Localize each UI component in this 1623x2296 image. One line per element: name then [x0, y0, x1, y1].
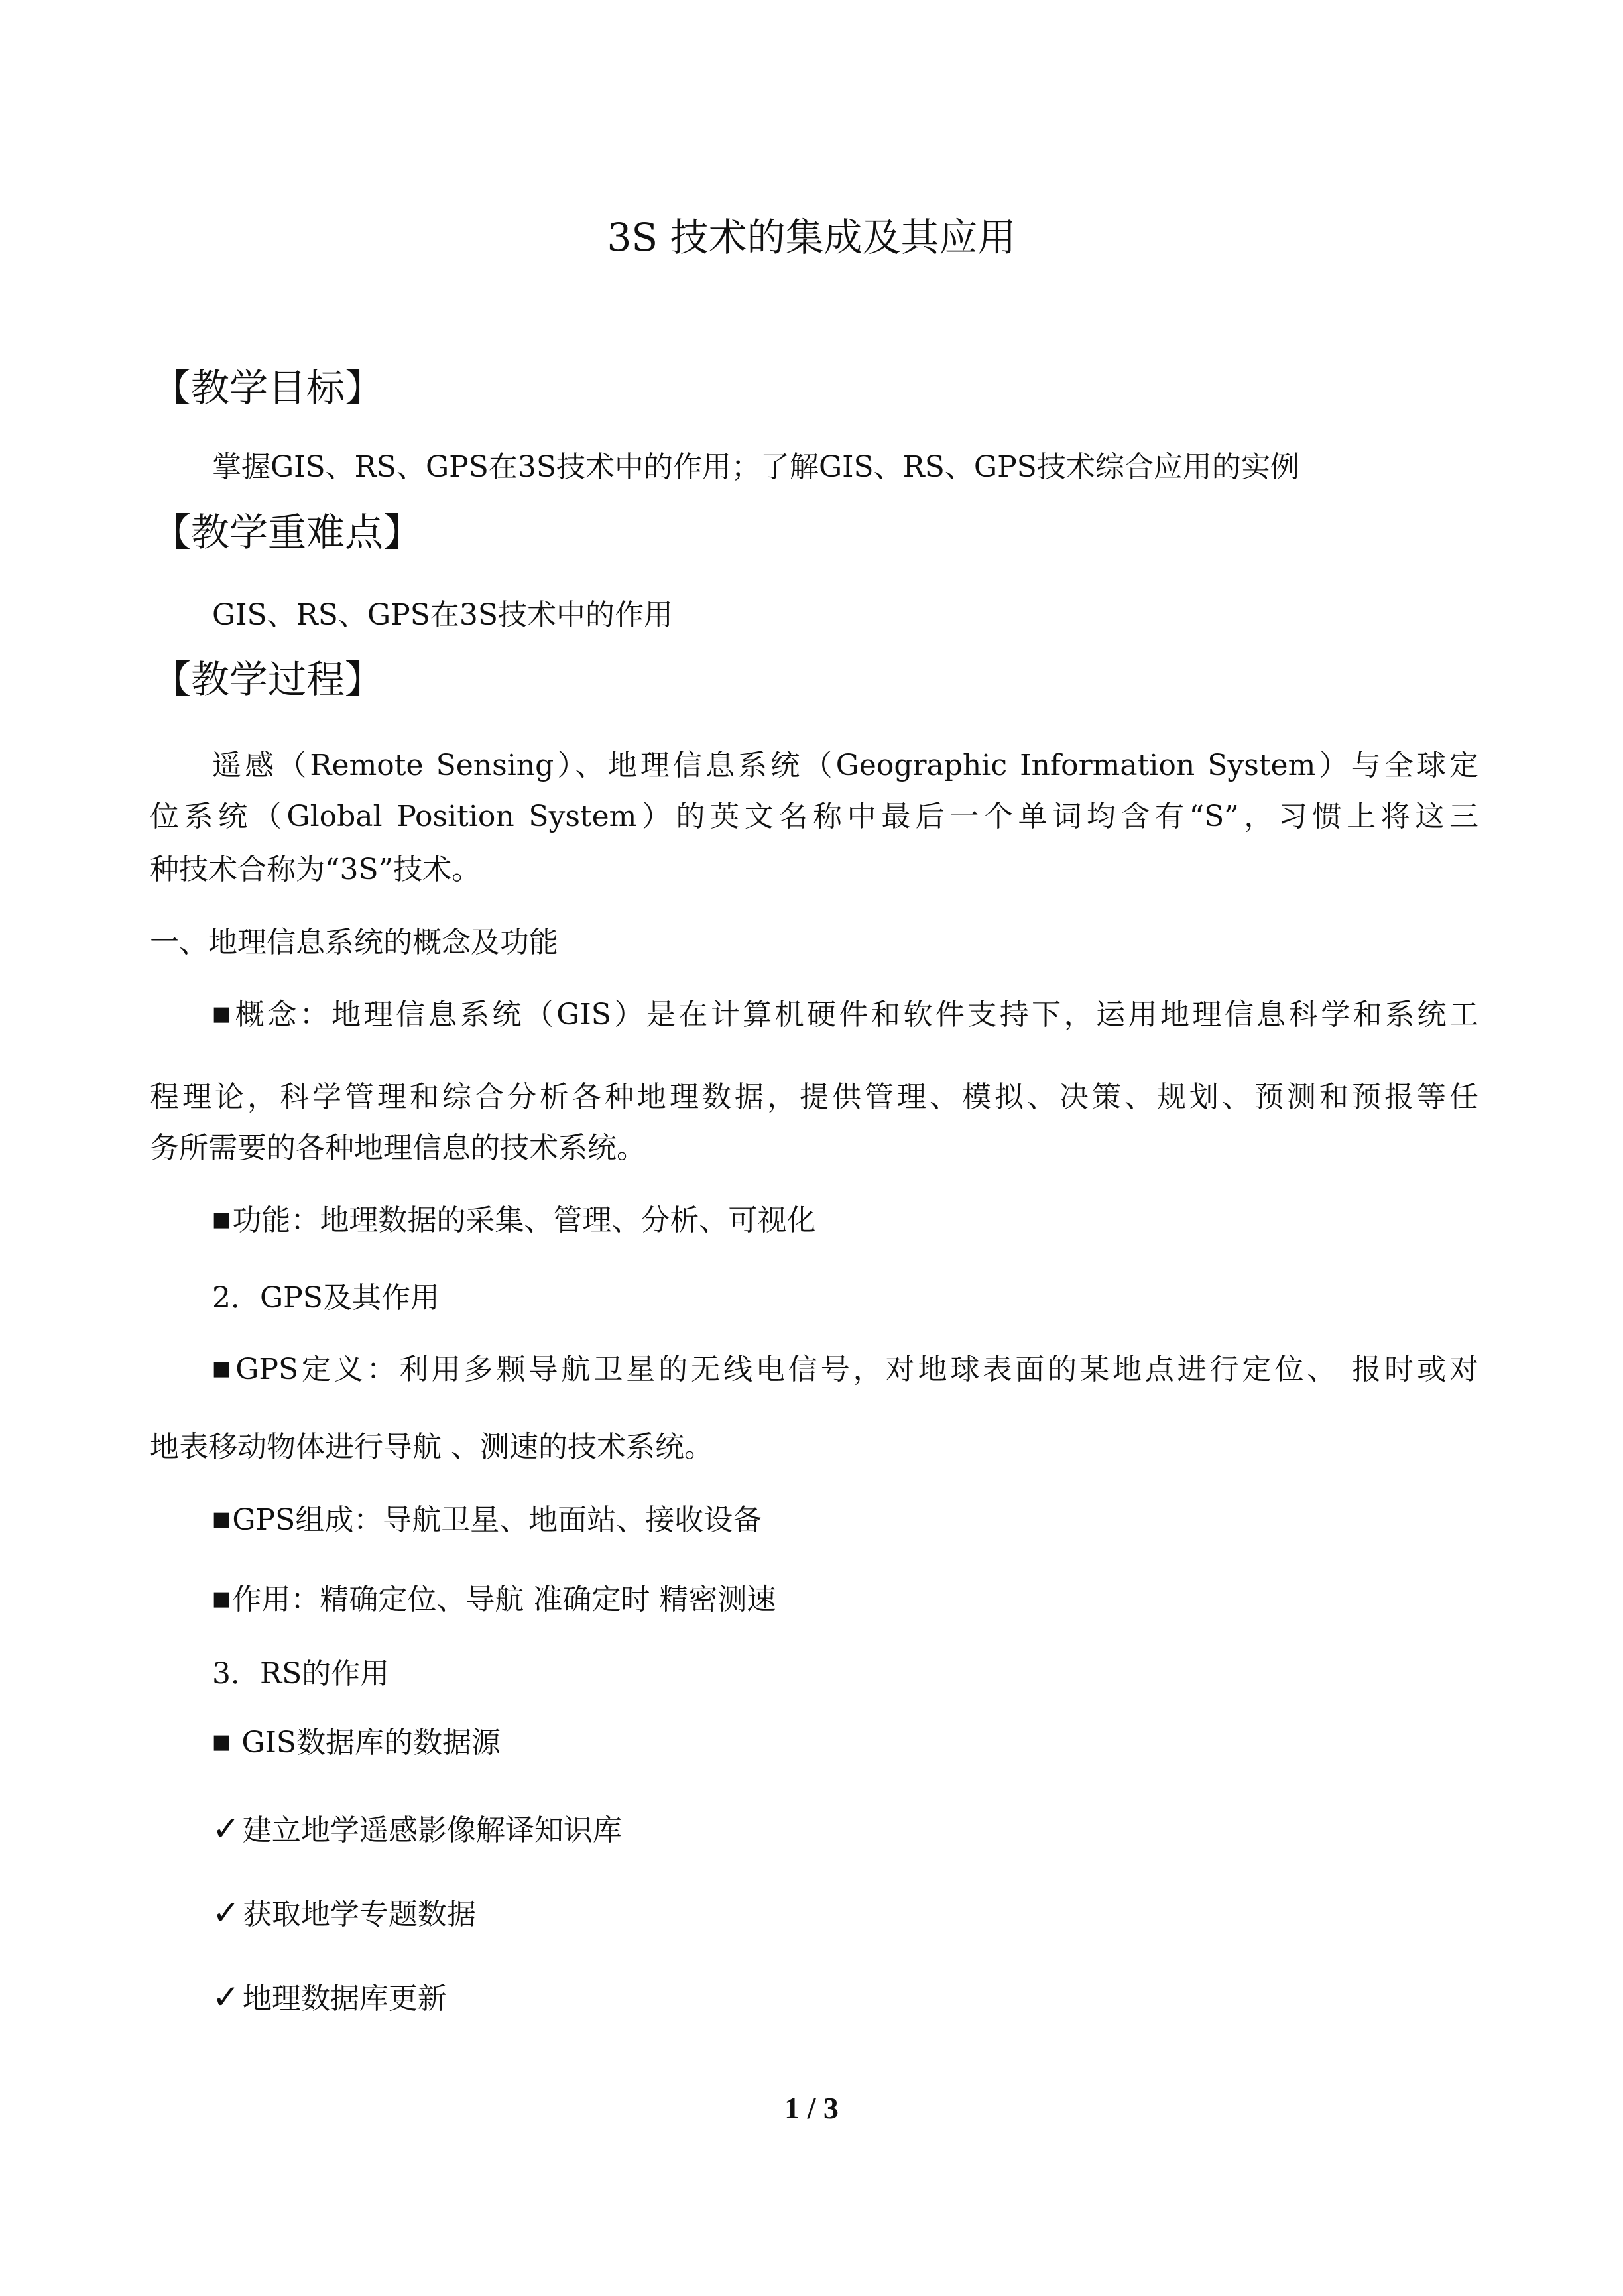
- bullet-icon: ■: [212, 1208, 231, 1231]
- check-icon: ✓: [212, 1809, 240, 1848]
- check-icon: ✓: [212, 1894, 240, 1932]
- concept-line-3: 务所需要的各种地理信息的技术系统。: [150, 1131, 646, 1165]
- part2-heading: 2．GPS及其作用: [212, 1281, 440, 1315]
- heading-key-points: 【教学重难点】: [152, 510, 422, 555]
- check-icon: ✓: [212, 1978, 240, 2016]
- bullet-icon: ■: [212, 1587, 231, 1610]
- goal-text: 掌握GIS、RS、GPS在3S技术中的作用；了解GIS、RS、GPS技术综合应用的实例: [212, 450, 1299, 484]
- gps-composition: ■GPS组成：导航卫星、地面站、接收设备: [212, 1503, 762, 1537]
- function-text: ■功能：地理数据的采集、管理、分析、可视化: [212, 1203, 816, 1237]
- page-number: 1 / 3: [784, 2091, 839, 2125]
- gps-role: ■作用：精确定位、导航 准确定时 精密测速: [212, 1583, 776, 1616]
- heading-teaching-process: 【教学过程】: [152, 657, 384, 702]
- intro-line-1: 遥感（Remote Sensing）、地理信息系统（Geographic Information System）与全球定: [212, 749, 1478, 782]
- intro-line-3: 种技术合称为“3S”技术。: [150, 853, 481, 886]
- rs-bullet: ■ GIS数据库的数据源: [212, 1726, 501, 1760]
- check-item: ✓地理数据库更新: [212, 1978, 447, 2016]
- concept-line-1: ■概念：地理信息系统（GIS）是在计算机硬件和软件支持下，运用地理信息科学和系统工: [212, 998, 1478, 1032]
- intro-line-2: 位系统（Global Position System）的英文名称中最后一个单词均含有“S”，习惯上将这三: [150, 800, 1478, 833]
- bullet-icon: ■: [212, 1357, 235, 1380]
- bullet-icon: ■: [212, 1508, 231, 1531]
- part3-heading: 3．RS的作用: [212, 1657, 390, 1691]
- bullet-icon: ■: [212, 1730, 231, 1754]
- concept-line-2: 程理论，科学管理和综合分析各种地理数据，提供管理、模拟、决策、规划、预测和预报等任: [150, 1080, 1478, 1114]
- bullet-icon: ■: [212, 1002, 234, 1026]
- check-item: ✓获取地学专题数据: [212, 1894, 476, 1932]
- gps-definition-line-1: ■GPS定义：利用多颗导航卫星的无线电信号，对地球表面的某地点进行定位、 报时或对: [212, 1353, 1478, 1386]
- part1-heading: 一、地理信息系统的概念及功能: [150, 926, 558, 959]
- heading-teaching-goals: 【教学目标】: [152, 365, 384, 410]
- check-item: ✓建立地学遥感影像解译知识库: [212, 1809, 622, 1848]
- key-points-text: GIS、RS、GPS在3S技术中的作用: [212, 598, 673, 632]
- document-title: 3S 技术的集成及其应用: [607, 215, 1016, 260]
- gps-definition-line-2: 地表移动物体进行导航 、测速的技术系统。: [150, 1430, 713, 1464]
